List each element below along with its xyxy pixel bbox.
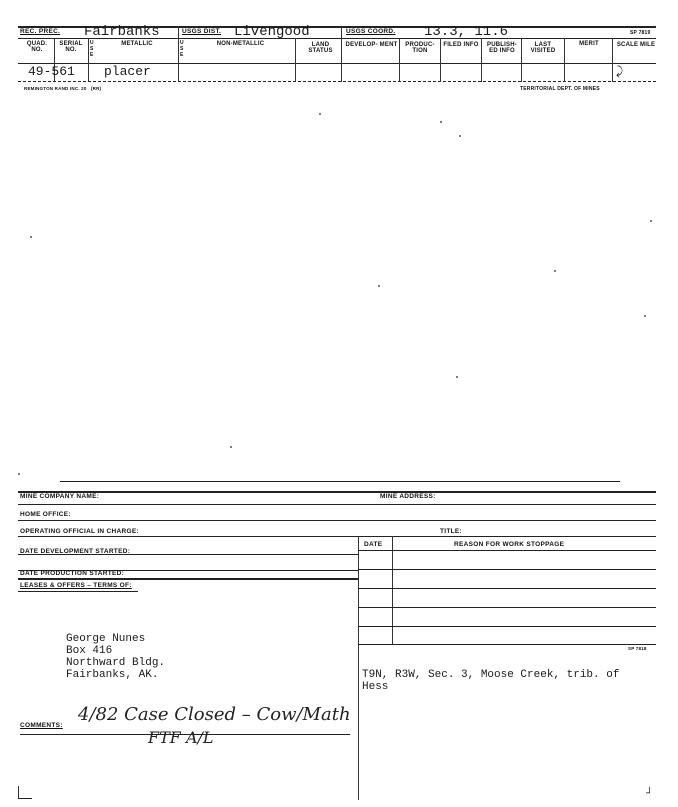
title-label: TITLE:: [440, 528, 463, 535]
dev-started-label: DATE DEVELOPMENT STARTED:: [20, 548, 131, 555]
corner-stamp: SP 7819: [630, 30, 651, 36]
rec-prec-value: Fairbanks: [84, 24, 160, 40]
col-development: DEVELOP- MENT: [345, 42, 398, 48]
mine-address-label: MINE ADDRESS:: [380, 493, 436, 500]
rec-prec-label: REC. PREC.: [20, 28, 61, 35]
location-note: T9N, R3W, Sec. 3, Moose Creek, trib. of Hess: [362, 669, 620, 693]
col-last-visited: LAST VISITED: [530, 42, 556, 54]
comments-handwritten-line1: 4/82 Case Closed – Cow/Math: [78, 704, 351, 725]
prod-started-label: DATE PRODUCTION STARTED:: [20, 570, 125, 577]
quad-serial-value: 49-561: [28, 64, 75, 79]
metallic-value: placer: [104, 64, 151, 79]
col-quad: QUAD. NO.: [26, 41, 48, 53]
col-metallic: METALLIC: [121, 41, 153, 47]
col-scale: SCALE MILE: [616, 42, 656, 48]
leases-label: LEASES & OFFERS – TERMS OF:: [20, 582, 132, 589]
col-nonmetallic: NON-METALLIC: [216, 41, 265, 47]
form-code: SP 7818: [628, 646, 647, 651]
operating-official-label: OPERATING OFFICIAL IN CHARGE:: [20, 528, 139, 535]
corner-mark-icon: ┘: [646, 788, 654, 799]
date-col-label: DATE: [364, 541, 383, 548]
scale-mark-icon: ⤸: [616, 64, 624, 78]
col-land-status: LAND STATUS: [308, 42, 333, 54]
address-block: George Nunes Box 416 Northward Bldg. Fairbanks, AK.: [66, 633, 166, 681]
col-published-info: PUBLISH- ED INFO: [487, 42, 517, 54]
mine-company-label: MINE COMPANY NAME:: [20, 493, 100, 500]
usgs-coord-label: USGS COORD.: [346, 28, 396, 35]
comments-label: COMMENTS:: [20, 722, 63, 729]
usgs-coord-value: 13.3, 11.6: [424, 24, 509, 40]
usgs-dist-value: Livengood: [234, 24, 310, 40]
col-merit: MERIT: [579, 41, 599, 47]
comments-handwritten-line2: FTF A/L: [148, 728, 214, 747]
col-use-letters: U S E: [90, 40, 94, 58]
printer-line: REMINGTON RAND INC. 20 (RR): [24, 86, 102, 91]
reason-col-label: REASON FOR WORK STOPPAGE: [454, 541, 565, 548]
col-serial: SERIAL NO.: [59, 41, 83, 53]
col-filed-info: FILED INFO: [443, 42, 479, 48]
home-office-label: HOME OFFICE:: [20, 511, 71, 518]
dept-line: TERRITORIAL DEPT. OF MINES: [520, 86, 600, 92]
col-use-letters-2: U S E: [180, 40, 184, 58]
col-production: PRODUC- TION: [405, 42, 435, 54]
usgs-dist-label: USGS DIST.: [182, 28, 222, 35]
